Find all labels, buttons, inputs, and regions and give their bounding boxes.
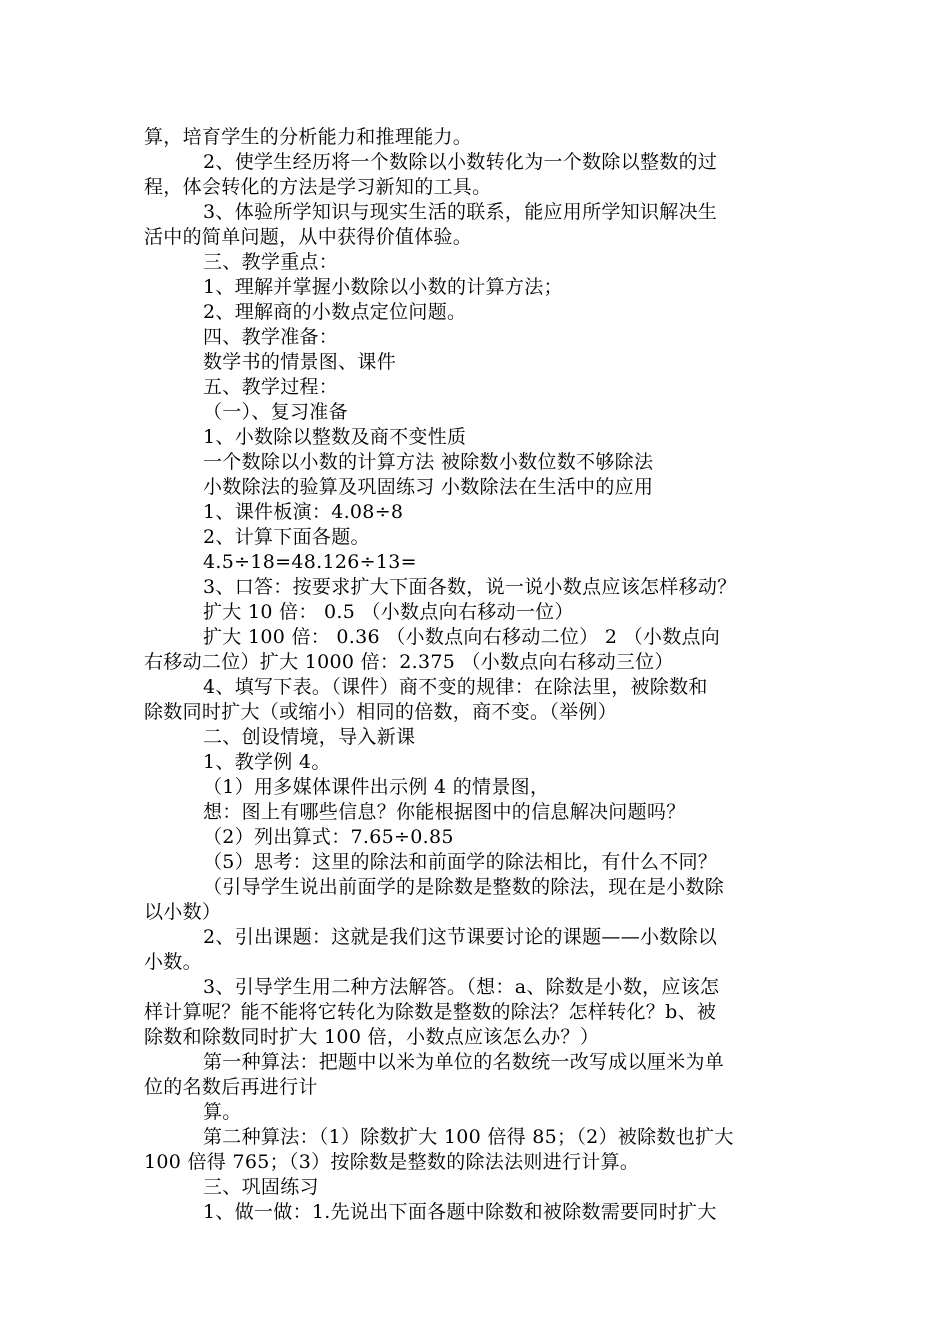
text-line: 2、理解商的小数点定位问题。: [203, 301, 467, 323]
text-line: 4、填写下表。（课件）商不变的规律：在除法里，被除数和: [203, 676, 708, 698]
text-line: 3、引导学生用二种方法解答。（想：a、除数是小数，应该怎: [203, 976, 720, 998]
text-line: 算，培育学生的分析能力和推理能力。: [144, 126, 473, 148]
text-line: 除数和除数同时扩大 100 倍，小数点应该怎么办？）: [144, 1026, 600, 1048]
text-line: 数学书的情景图、课件: [203, 351, 397, 373]
text-line: 4.5÷18=48.126÷13=: [203, 551, 417, 573]
text-line: 小数。: [144, 951, 202, 973]
subsection-heading: （一）、复习准备: [203, 401, 348, 423]
text-line: （1）用多媒体课件出示例 4 的情景图，: [203, 776, 550, 798]
section-heading: 五、教学过程：: [203, 376, 339, 398]
text-line: 算。: [203, 1101, 242, 1123]
text-line: 第一种算法：把题中以米为单位的名数统一改写成以厘米为单: [203, 1051, 725, 1073]
text-line: 3、口答：按要求扩大下面各数，说一说小数点应该怎样移动？: [203, 576, 737, 598]
text-line: 1、小数除以整数及商不变性质: [203, 426, 467, 448]
section-heading: 三、教学重点：: [203, 251, 339, 273]
text-line: 第二种算法：（1）除数扩大 100 倍得 85；（2）被除数也扩大: [203, 1126, 734, 1148]
text-line: 1、理解并掌握小数除以小数的计算方法；: [203, 276, 563, 298]
text-line: 1、做一做：1.先说出下面各题中除数和被除数需要同时扩大: [203, 1201, 717, 1223]
text-line: 100 倍得 765；（3）按除数是整数的除法法则进行计算。: [144, 1151, 640, 1173]
section-heading: 二、创设情境，导入新课: [203, 726, 416, 748]
text-line: （5）思考：这里的除法和前面学的除法相比，有什么不同？: [203, 851, 718, 873]
text-line: 一个数除以小数的计算方法 被除数小数位数不够除法: [203, 451, 654, 473]
text-line: 2、使学生经历将一个数除以小数转化为一个数除以整数的过: [203, 151, 718, 173]
text-line: （2）列出算式：7.65÷0.85: [203, 826, 454, 848]
text-line: 2、计算下面各题。: [203, 526, 370, 548]
text-line: 1、课件板演：4.08÷8: [203, 501, 404, 523]
section-heading: 四、教学准备：: [203, 326, 339, 348]
text-line: 想：图上有哪些信息？你能根据图中的信息解决问题吗？: [203, 801, 686, 823]
text-line: 2、引出课题：这就是我们这节课要讨论的课题——小数除以: [203, 926, 718, 948]
text-line: 程，体会转化的方法是学习新知的工具。: [144, 176, 492, 198]
text-line: 1、教学例 4。: [203, 751, 331, 773]
text-line: 以小数）: [144, 901, 222, 923]
text-line: 3、体验所学知识与现实生活的联系，能应用所学知识解决生: [203, 201, 718, 223]
text-line: 扩大 100 倍： 0.36 （小数点向右移动二位） 2 （小数点向: [203, 626, 721, 648]
text-line: 除数同时扩大（或缩小）相同的倍数，商不变。（举例）: [144, 701, 618, 723]
text-line: 扩大 10 倍： 0.5 （小数点向右移动一位）: [203, 601, 574, 623]
text-line: 位的名数后再进行计: [144, 1076, 318, 1098]
section-heading: 三、巩固练习: [203, 1176, 319, 1198]
text-line: 活中的简单问题，从中获得价值体验。: [144, 226, 473, 248]
text-line: 小数除法的验算及巩固练习 小数除法在生活中的应用: [203, 476, 654, 498]
text-line: 右移动二位）扩大 1000 倍：2.375 （小数点向右移动三位）: [144, 651, 674, 673]
text-line: 样计算呢？能不能将它转化为除数是整数的除法？怎样转化？b、被: [144, 1001, 717, 1023]
text-line: （引导学生说出前面学的是除数是整数的除法，现在是小数除: [203, 876, 725, 898]
